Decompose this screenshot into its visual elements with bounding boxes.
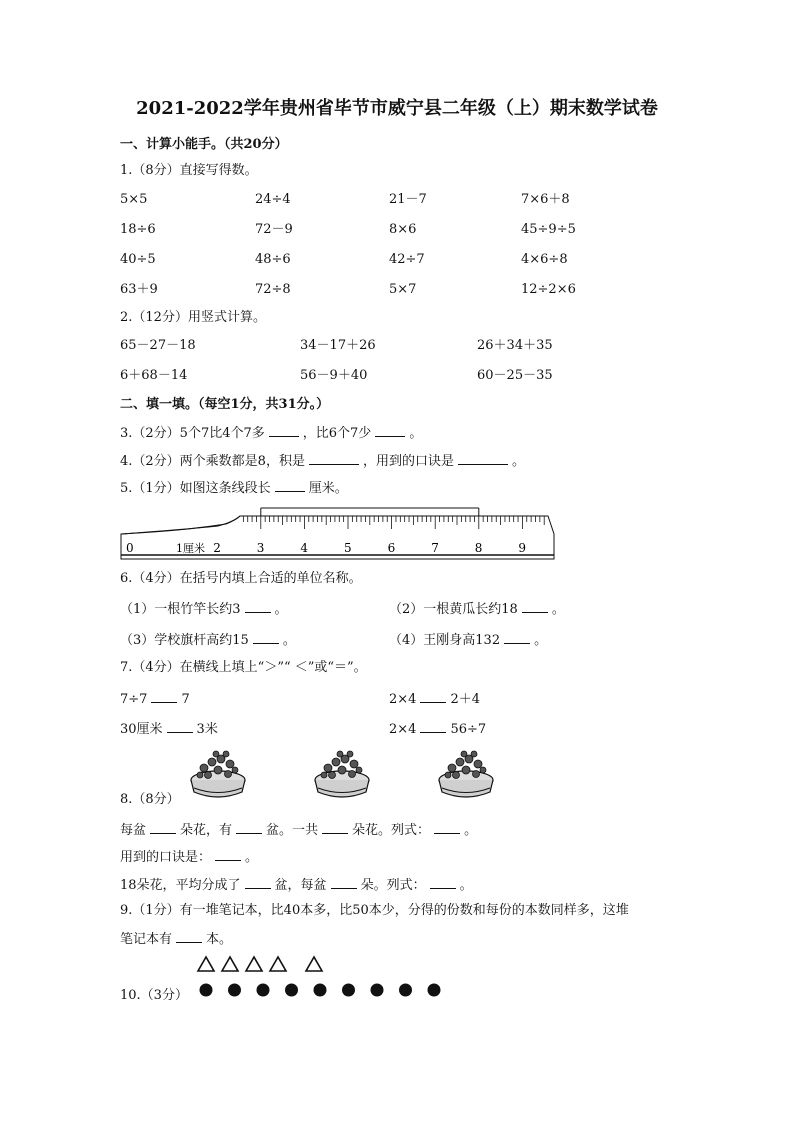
q8-line-2 — [120, 848, 258, 866]
q2-cell: 34－17＋26 — [300, 338, 376, 353]
q7-label: 7.（4分）在横线上填上“＞”“ ＜”或“＝”。 — [120, 660, 367, 675]
dot-icon — [428, 984, 441, 997]
q6-item-text: （3）学校旗杆高约15 — [120, 633, 249, 648]
q7-blank[interactable] — [420, 690, 446, 703]
q5-blank[interactable] — [275, 479, 305, 492]
q1-cell: 72÷8 — [255, 282, 291, 297]
triangle-icon — [270, 957, 286, 971]
q1-cell: 4×6÷8 — [521, 252, 568, 267]
q8-text: 用到的口诀是： — [120, 850, 212, 865]
q6-item-text: （1）一根竹竿长约3 — [120, 602, 241, 617]
q7-right: 2＋4 — [450, 692, 480, 707]
triangle-icon — [306, 957, 322, 971]
q6-blank[interactable] — [245, 600, 271, 613]
q7-left: 30厘米 — [120, 722, 163, 737]
q5-line — [120, 479, 348, 497]
q9-line-1: 9.（1分）有一堆笔记本，比40本多，比50本少，分得的份数和每份的本数同样多，这堆 — [120, 903, 629, 918]
q7-item-2 — [389, 690, 480, 708]
dot-icon — [399, 984, 412, 997]
q7-left: 2×4 — [389, 692, 417, 707]
q6-item-end: 。 — [551, 602, 565, 617]
ruler-number: 7 — [431, 541, 439, 555]
q8-blank[interactable] — [215, 848, 241, 861]
q8-blank[interactable] — [434, 821, 460, 834]
q8-blank[interactable] — [150, 821, 176, 834]
q6-blank[interactable] — [522, 600, 548, 613]
q8-text: 18朵花，平均分成了 — [120, 878, 241, 893]
ruler-number: 4 — [300, 541, 309, 555]
q9-text: 笔记本有 — [120, 932, 173, 947]
q6-item-4 — [389, 631, 547, 649]
q1-cell: 21－7 — [389, 192, 427, 207]
section-2-heading: 二、填一填。（每空1分，共31分。） — [120, 397, 330, 412]
flower-pot-1 — [188, 748, 248, 802]
q7-item-1 — [120, 690, 190, 708]
q8-text: 盆。一共 — [266, 823, 319, 838]
flower-pot-drawing — [439, 751, 493, 797]
q8-text: 朵花。列式： — [352, 823, 431, 838]
ruler-one-cm: 1厘米 — [176, 542, 205, 555]
q8-text: 。 — [459, 878, 473, 893]
q8-label: 8.（8分） — [120, 792, 180, 807]
dot-icon — [257, 984, 270, 997]
q1-cell: 48÷6 — [255, 252, 291, 267]
q8-blank[interactable] — [331, 876, 357, 889]
q4-line — [120, 452, 525, 470]
q2-cell: 56－9＋40 — [300, 368, 368, 383]
ruler-number: 8 — [474, 541, 483, 555]
q2-label: 2.（12分）用竖式计算。 — [120, 310, 266, 325]
ruler-number: 5 — [344, 541, 352, 555]
q7-right: 3米 — [196, 722, 218, 737]
page-title: 2021-2022学年贵州省毕节市威宁县二年级（上）期末数学试卷 — [136, 98, 658, 119]
q1-cell: 45÷9÷5 — [521, 222, 576, 237]
dot-icon — [228, 984, 241, 997]
q7-left: 7÷7 — [120, 692, 148, 707]
q7-item-3 — [120, 720, 218, 738]
q8-text: 朵。列式： — [360, 878, 426, 893]
q4-text-b: ，用到的口诀是 — [362, 454, 454, 469]
q6-item-end: 。 — [282, 633, 296, 648]
dot-row — [196, 980, 446, 1000]
q8-text: 。 — [464, 823, 478, 838]
ruler-number: 6 — [387, 541, 396, 555]
q9-line-2 — [120, 930, 232, 948]
q8-blank[interactable] — [245, 876, 271, 889]
q7-left: 2×4 — [389, 722, 417, 737]
q4-text-c: 。 — [511, 454, 525, 469]
q8-text: 朵花，有 — [180, 823, 233, 838]
q6-item-3 — [120, 631, 296, 649]
triangle-icon — [246, 957, 262, 971]
q6-item-text: （4）王刚身高132 — [389, 633, 501, 648]
q4-blank-1[interactable] — [309, 452, 359, 465]
q6-item-text: （2）一根黄瓜长约18 — [389, 602, 518, 617]
section-1-heading: 一、计算小能手。（共20分） — [120, 137, 288, 152]
ruler-number: 3 — [256, 541, 265, 555]
q5-text-b: 厘米。 — [308, 481, 348, 496]
q2-cell: 65－27－18 — [120, 338, 196, 353]
q1-cell: 5×7 — [389, 282, 417, 297]
q3-blank-1[interactable] — [269, 424, 299, 437]
flower-pot-drawing — [191, 751, 245, 797]
flower-pot-drawing — [315, 751, 369, 797]
q5-text-a: 5.（1分）如图这条线段长 — [120, 481, 271, 496]
ruler-number: 2 — [213, 541, 221, 555]
q7-blank[interactable] — [420, 720, 446, 733]
q10-label: 10.（3分） — [120, 988, 188, 1003]
q6-blank[interactable] — [504, 631, 530, 644]
q8-text: 每盆 — [120, 823, 147, 838]
flower-pot-3 — [436, 748, 496, 802]
dot-icon — [342, 984, 355, 997]
q7-right: 56÷7 — [450, 722, 487, 737]
q2-cell: 6＋68－14 — [120, 368, 188, 383]
q3-text-b: ，比6个7少 — [302, 426, 372, 441]
q2-cell: 26＋34＋35 — [477, 338, 553, 353]
q1-cell: 8×6 — [389, 222, 417, 237]
q4-blank-2[interactable] — [458, 452, 508, 465]
q1-cell: 63＋9 — [120, 282, 158, 297]
q8-text: 。 — [245, 850, 259, 865]
q3-line — [120, 424, 422, 442]
q1-cell: 5×5 — [120, 192, 148, 207]
q6-item-1 — [120, 600, 288, 618]
q2-cell: 60－25－35 — [477, 368, 553, 383]
q9-text: 本。 — [206, 932, 233, 947]
q6-blank[interactable] — [253, 631, 279, 644]
q6-label: 6.（4分）在括号内填上合适的单位名称。 — [120, 571, 362, 586]
q7-item-4 — [389, 720, 486, 738]
q7-blank[interactable] — [167, 720, 193, 733]
triangle-icon — [222, 957, 238, 971]
q1-cell: 12÷2×6 — [521, 282, 576, 297]
q1-cell: 72－9 — [255, 222, 293, 237]
q1-cell: 7×6＋8 — [521, 192, 570, 207]
q7-right: 7 — [181, 692, 190, 707]
triangle-row — [196, 955, 336, 973]
q4-text-a: 4.（2分）两个乘数都是8，积是 — [120, 454, 305, 469]
q6-item-2 — [389, 600, 565, 618]
ruler-number: 9 — [518, 541, 527, 555]
q8-text: 盆，每盆 — [274, 878, 327, 893]
q8-blank[interactable] — [322, 821, 348, 834]
q8-blank[interactable] — [236, 821, 262, 834]
q3-blank-2[interactable] — [375, 424, 405, 437]
q3-text-c: 。 — [409, 426, 423, 441]
q8-line-1 — [120, 821, 477, 839]
q8-line-3 — [120, 876, 473, 894]
q1-cell: 24÷4 — [255, 192, 291, 207]
ruler-figure — [118, 504, 558, 560]
q8-blank[interactable] — [430, 876, 456, 889]
dot-icon — [200, 984, 213, 997]
q6-item-end: 。 — [534, 633, 548, 648]
q1-cell: 40÷5 — [120, 252, 156, 267]
q7-blank[interactable] — [151, 690, 177, 703]
flower-pot-2 — [312, 748, 372, 802]
q1-label: 1.（8分）直接写得数。 — [120, 163, 258, 178]
q9-blank[interactable] — [176, 930, 202, 943]
q6-item-end: 。 — [274, 602, 288, 617]
dot-icon — [314, 984, 327, 997]
dot-icon — [371, 984, 384, 997]
dot-icon — [285, 984, 298, 997]
q1-cell: 42÷7 — [389, 252, 425, 267]
q3-text-a: 3.（2分）5个7比4个7多 — [120, 426, 265, 441]
ruler-zero: 0 — [126, 541, 134, 555]
q1-cell: 18÷6 — [120, 222, 156, 237]
triangle-icon — [198, 957, 214, 971]
